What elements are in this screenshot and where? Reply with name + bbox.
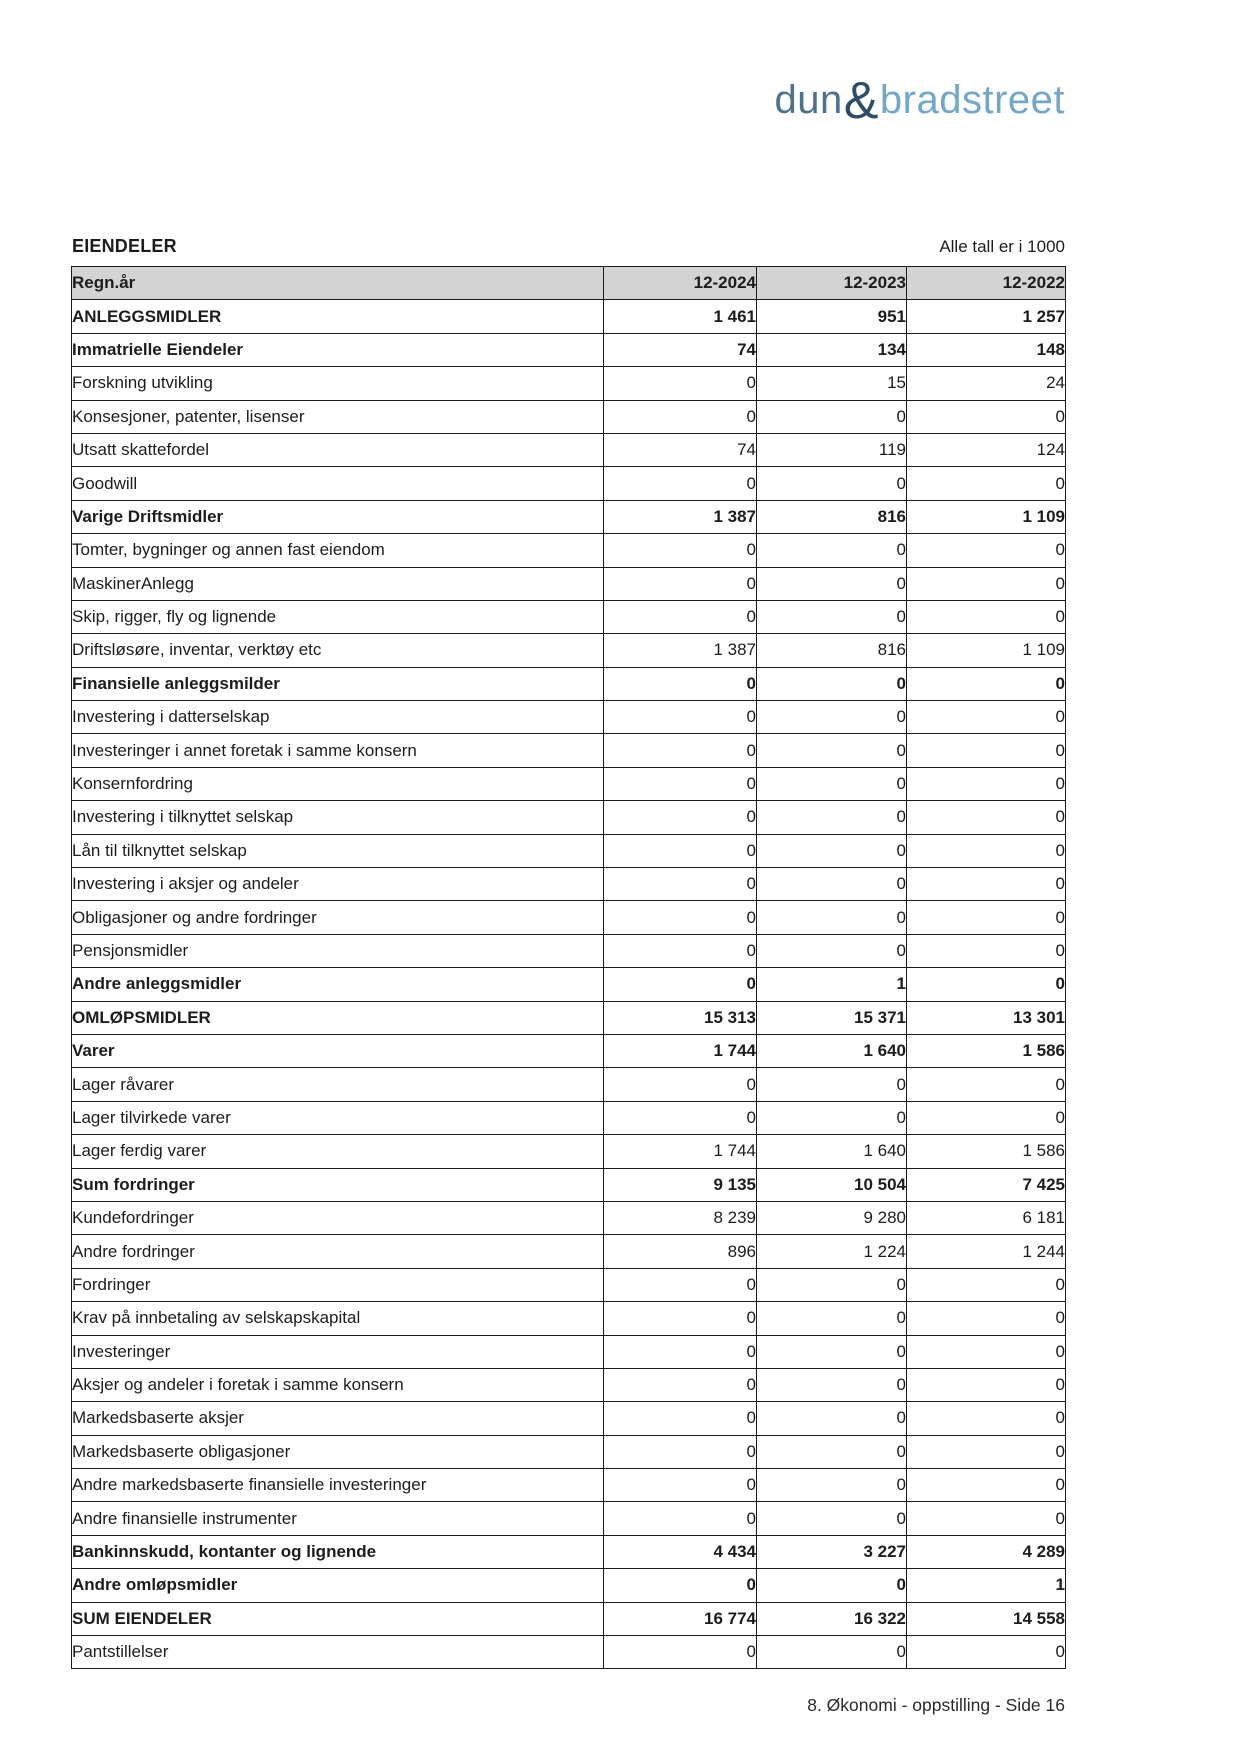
table-header-row [72, 267, 1066, 300]
row-value-2024: 0 [604, 734, 757, 767]
row-label: Konsernfordring [72, 767, 604, 800]
row-value-2022: 0 [907, 934, 1066, 967]
row-value-2022: 0 [907, 1268, 1066, 1301]
row-value-2022: 0 [907, 1335, 1066, 1368]
row-value-2022: 0 [907, 767, 1066, 800]
row-value-2022: 0 [907, 534, 1066, 567]
row-value-2024: 1 744 [604, 1034, 757, 1067]
row-value-2023: 0 [757, 1469, 907, 1502]
table-row [72, 1469, 1066, 1502]
row-value-2024: 0 [604, 1435, 757, 1468]
row-value-2023: 119 [757, 433, 907, 466]
table-row [72, 333, 1066, 366]
table-row [72, 1168, 1066, 1201]
row-value-2024: 0 [604, 1569, 757, 1602]
row-value-2024: 0 [604, 367, 757, 400]
table-row [72, 1368, 1066, 1401]
row-value-2022: 24 [907, 367, 1066, 400]
row-value-2023: 1 640 [757, 1034, 907, 1067]
row-value-2022: 0 [907, 1302, 1066, 1335]
row-label: Forskning utvikling [72, 367, 604, 400]
table-row [72, 834, 1066, 867]
table-row [72, 801, 1066, 834]
row-label: Investering i tilknyttet selskap [72, 801, 604, 834]
row-label: Lager råvarer [72, 1068, 604, 1101]
table-row [72, 634, 1066, 667]
row-value-2022: 0 [907, 968, 1066, 1001]
row-value-2024: 0 [604, 467, 757, 500]
row-value-2024: 0 [604, 1335, 757, 1368]
row-value-2022: 0 [907, 667, 1066, 700]
row-label: Varer [72, 1034, 604, 1067]
row-value-2022: 1 109 [907, 500, 1066, 533]
table-row [72, 934, 1066, 967]
row-value-2023: 0 [757, 467, 907, 500]
row-value-2023: 0 [757, 1636, 907, 1669]
row-value-2022: 0 [907, 1502, 1066, 1535]
row-value-2023: 15 371 [757, 1001, 907, 1034]
row-value-2023: 0 [757, 767, 907, 800]
row-value-2023: 0 [757, 701, 907, 734]
row-value-2024: 1 744 [604, 1135, 757, 1168]
table-row [72, 433, 1066, 466]
row-value-2022: 1 109 [907, 634, 1066, 667]
column-header-regnar: Regn.år [72, 267, 604, 300]
row-value-2023: 0 [757, 734, 907, 767]
row-label: Obligasjoner og andre fordringer [72, 901, 604, 934]
table-row [72, 400, 1066, 433]
row-value-2024: 0 [604, 600, 757, 633]
row-label: Pantstillelser [72, 1636, 604, 1669]
row-value-2022: 0 [907, 1469, 1066, 1502]
table-row [72, 1602, 1066, 1635]
row-value-2024: 0 [604, 1268, 757, 1301]
column-header-year-2022: 12-2022 [907, 267, 1066, 300]
table-row [72, 1535, 1066, 1568]
row-label: Andre markedsbaserte finansielle investeringer [72, 1469, 604, 1502]
row-value-2023: 816 [757, 634, 907, 667]
row-value-2022: 0 [907, 901, 1066, 934]
row-value-2023: 0 [757, 934, 907, 967]
row-label: Andre omløpsmidler [72, 1569, 604, 1602]
row-value-2024: 0 [604, 901, 757, 934]
row-label: Lager ferdig varer [72, 1135, 604, 1168]
table-row [72, 734, 1066, 767]
table-row [72, 701, 1066, 734]
row-value-2023: 3 227 [757, 1535, 907, 1568]
row-label: Investering i aksjer og andeler [72, 868, 604, 901]
title-row [0, 235, 1241, 258]
row-value-2023: 0 [757, 1368, 907, 1401]
table-row [72, 968, 1066, 1001]
row-value-2022: 0 [907, 834, 1066, 867]
row-label: Lån til tilknyttet selskap [72, 834, 604, 867]
row-value-2023: 0 [757, 1502, 907, 1535]
page-title: EIENDELER [72, 236, 177, 256]
row-label: Markedsbaserte obligasjoner [72, 1435, 604, 1468]
row-label: SUM EIENDELER [72, 1602, 604, 1635]
row-value-2024: 0 [604, 1469, 757, 1502]
row-value-2023: 0 [757, 868, 907, 901]
units-note: Alle tall er i 1000 [939, 237, 1065, 256]
row-label: MaskinerAnlegg [72, 567, 604, 600]
table-row [72, 1302, 1066, 1335]
table-row [72, 1569, 1066, 1602]
row-value-2024: 0 [604, 534, 757, 567]
table-row [72, 1435, 1066, 1468]
table-row [72, 767, 1066, 800]
row-value-2023: 0 [757, 1402, 907, 1435]
row-value-2022: 0 [907, 600, 1066, 633]
row-label: Tomter, bygninger og annen fast eiendom [72, 534, 604, 567]
row-value-2022: 14 558 [907, 1602, 1066, 1635]
row-value-2023: 0 [757, 534, 907, 567]
row-label: Investering i datterselskap [72, 701, 604, 734]
row-label: Krav på innbetaling av selskapskapital [72, 1302, 604, 1335]
row-value-2022: 0 [907, 868, 1066, 901]
row-value-2023: 0 [757, 1435, 907, 1468]
table-row [72, 1068, 1066, 1101]
row-value-2024: 0 [604, 968, 757, 1001]
row-value-2024: 0 [604, 1636, 757, 1669]
row-label: Investeringer [72, 1335, 604, 1368]
row-label: Andre anleggsmidler [72, 968, 604, 1001]
row-label: Markedsbaserte aksjer [72, 1402, 604, 1435]
table-row [72, 1034, 1066, 1067]
row-value-2023: 0 [757, 1569, 907, 1602]
dun-bradstreet-logo [774, 72, 1065, 130]
balance-sheet-table [71, 266, 1066, 1669]
row-value-2022: 124 [907, 433, 1066, 466]
row-label: Andre finansielle instrumenter [72, 1502, 604, 1535]
row-value-2024: 0 [604, 1302, 757, 1335]
row-value-2024: 0 [604, 1101, 757, 1134]
table-row [72, 600, 1066, 633]
header-logo-row [0, 0, 1241, 131]
table-row [72, 1001, 1066, 1034]
row-label: Skip, rigger, fly og lignende [72, 600, 604, 633]
row-value-2022: 0 [907, 1435, 1066, 1468]
row-value-2024: 0 [604, 1502, 757, 1535]
row-label: Driftsløsøre, inventar, verktøy etc [72, 634, 604, 667]
row-label: Varige Driftsmidler [72, 500, 604, 533]
table-row [72, 868, 1066, 901]
row-value-2024: 1 461 [604, 300, 757, 333]
row-value-2024: 0 [604, 1368, 757, 1401]
row-value-2023: 0 [757, 1302, 907, 1335]
row-label: Finansielle anleggsmilder [72, 667, 604, 700]
row-label: Fordringer [72, 1268, 604, 1301]
row-value-2024: 74 [604, 333, 757, 366]
table-row [72, 1502, 1066, 1535]
row-label: Investeringer i annet foretak i samme konsern [72, 734, 604, 767]
row-label: Goodwill [72, 467, 604, 500]
row-value-2023: 16 322 [757, 1602, 907, 1635]
row-value-2022: 0 [907, 467, 1066, 500]
row-value-2023: 15 [757, 367, 907, 400]
row-value-2024: 0 [604, 767, 757, 800]
table-row [72, 567, 1066, 600]
row-value-2024: 0 [604, 667, 757, 700]
row-value-2024: 0 [604, 801, 757, 834]
row-value-2024: 0 [604, 934, 757, 967]
row-value-2023: 816 [757, 500, 907, 533]
row-value-2024: 0 [604, 834, 757, 867]
row-value-2024: 8 239 [604, 1201, 757, 1234]
table-row [72, 300, 1066, 333]
page-footer: 8. Økonomi - oppstilling - Side 16 [807, 1695, 1065, 1716]
row-value-2023: 0 [757, 834, 907, 867]
row-label: Aksjer og andeler i foretak i samme konsern [72, 1368, 604, 1401]
row-value-2022: 4 289 [907, 1535, 1066, 1568]
row-value-2022: 0 [907, 400, 1066, 433]
row-value-2023: 0 [757, 667, 907, 700]
table-row [72, 1335, 1066, 1368]
row-value-2023: 1 640 [757, 1135, 907, 1168]
row-value-2022: 0 [907, 734, 1066, 767]
row-value-2023: 0 [757, 801, 907, 834]
row-value-2024: 0 [604, 868, 757, 901]
row-value-2022: 0 [907, 1101, 1066, 1134]
row-value-2023: 0 [757, 901, 907, 934]
row-value-2023: 1 [757, 968, 907, 1001]
table-row [72, 467, 1066, 500]
row-value-2022: 1 586 [907, 1034, 1066, 1067]
row-label: Lager tilvirkede varer [72, 1101, 604, 1134]
row-label: Pensjonsmidler [72, 934, 604, 967]
row-value-2022: 148 [907, 333, 1066, 366]
row-value-2024: 74 [604, 433, 757, 466]
row-value-2022: 1 586 [907, 1135, 1066, 1168]
row-value-2022: 6 181 [907, 1201, 1066, 1234]
row-value-2023: 0 [757, 1335, 907, 1368]
table-row [72, 1101, 1066, 1134]
row-value-2022: 0 [907, 701, 1066, 734]
row-value-2022: 0 [907, 801, 1066, 834]
table-row [72, 534, 1066, 567]
row-value-2023: 1 224 [757, 1235, 907, 1268]
row-value-2022: 0 [907, 1636, 1066, 1669]
row-value-2022: 7 425 [907, 1168, 1066, 1201]
row-value-2024: 16 774 [604, 1602, 757, 1635]
row-label: Sum fordringer [72, 1168, 604, 1201]
row-value-2023: 0 [757, 1101, 907, 1134]
row-value-2022: 0 [907, 1402, 1066, 1435]
row-label: Konsesjoner, patenter, lisenser [72, 400, 604, 433]
row-value-2022: 1 257 [907, 300, 1066, 333]
row-value-2022: 0 [907, 567, 1066, 600]
table-row [72, 367, 1066, 400]
logo-text-dun: dun [774, 78, 843, 122]
row-value-2022: 1 244 [907, 1235, 1066, 1268]
table-row [72, 1235, 1066, 1268]
row-value-2024: 0 [604, 1068, 757, 1101]
row-label: Andre fordringer [72, 1235, 604, 1268]
row-value-2023: 0 [757, 1268, 907, 1301]
column-header-year-2024: 12-2024 [604, 267, 757, 300]
row-value-2024: 0 [604, 400, 757, 433]
row-value-2023: 9 280 [757, 1201, 907, 1234]
table-row [72, 1135, 1066, 1168]
row-value-2022: 0 [907, 1068, 1066, 1101]
column-header-year-2023: 12-2023 [757, 267, 907, 300]
row-value-2023: 0 [757, 600, 907, 633]
row-value-2023: 0 [757, 1068, 907, 1101]
row-value-2024: 896 [604, 1235, 757, 1268]
row-value-2024: 1 387 [604, 500, 757, 533]
table-row [72, 667, 1066, 700]
row-value-2024: 0 [604, 567, 757, 600]
table-row [72, 1201, 1066, 1234]
row-value-2024: 4 434 [604, 1535, 757, 1568]
logo-ampersand-icon: & [843, 72, 879, 130]
row-value-2023: 0 [757, 567, 907, 600]
row-value-2024: 0 [604, 1402, 757, 1435]
row-value-2023: 951 [757, 300, 907, 333]
row-value-2022: 13 301 [907, 1001, 1066, 1034]
table-row [72, 500, 1066, 533]
row-label: Bankinnskudd, kontanter og lignende [72, 1535, 604, 1568]
row-value-2024: 1 387 [604, 634, 757, 667]
row-value-2022: 1 [907, 1569, 1066, 1602]
row-value-2023: 0 [757, 400, 907, 433]
row-value-2022: 0 [907, 1368, 1066, 1401]
row-value-2024: 0 [604, 701, 757, 734]
row-label: ANLEGGSMIDLER [72, 300, 604, 333]
table-row [72, 1268, 1066, 1301]
row-label: Utsatt skattefordel [72, 433, 604, 466]
row-label: Immatrielle Eiendeler [72, 333, 604, 366]
row-value-2023: 134 [757, 333, 907, 366]
table-row [72, 1636, 1066, 1669]
row-label: Kundefordringer [72, 1201, 604, 1234]
logo-text-bradstreet: bradstreet [879, 78, 1065, 122]
row-value-2024: 9 135 [604, 1168, 757, 1201]
row-value-2024: 15 313 [604, 1001, 757, 1034]
row-value-2023: 10 504 [757, 1168, 907, 1201]
table-row [72, 1402, 1066, 1435]
row-label: OMLØPSMIDLER [72, 1001, 604, 1034]
table-row [72, 901, 1066, 934]
